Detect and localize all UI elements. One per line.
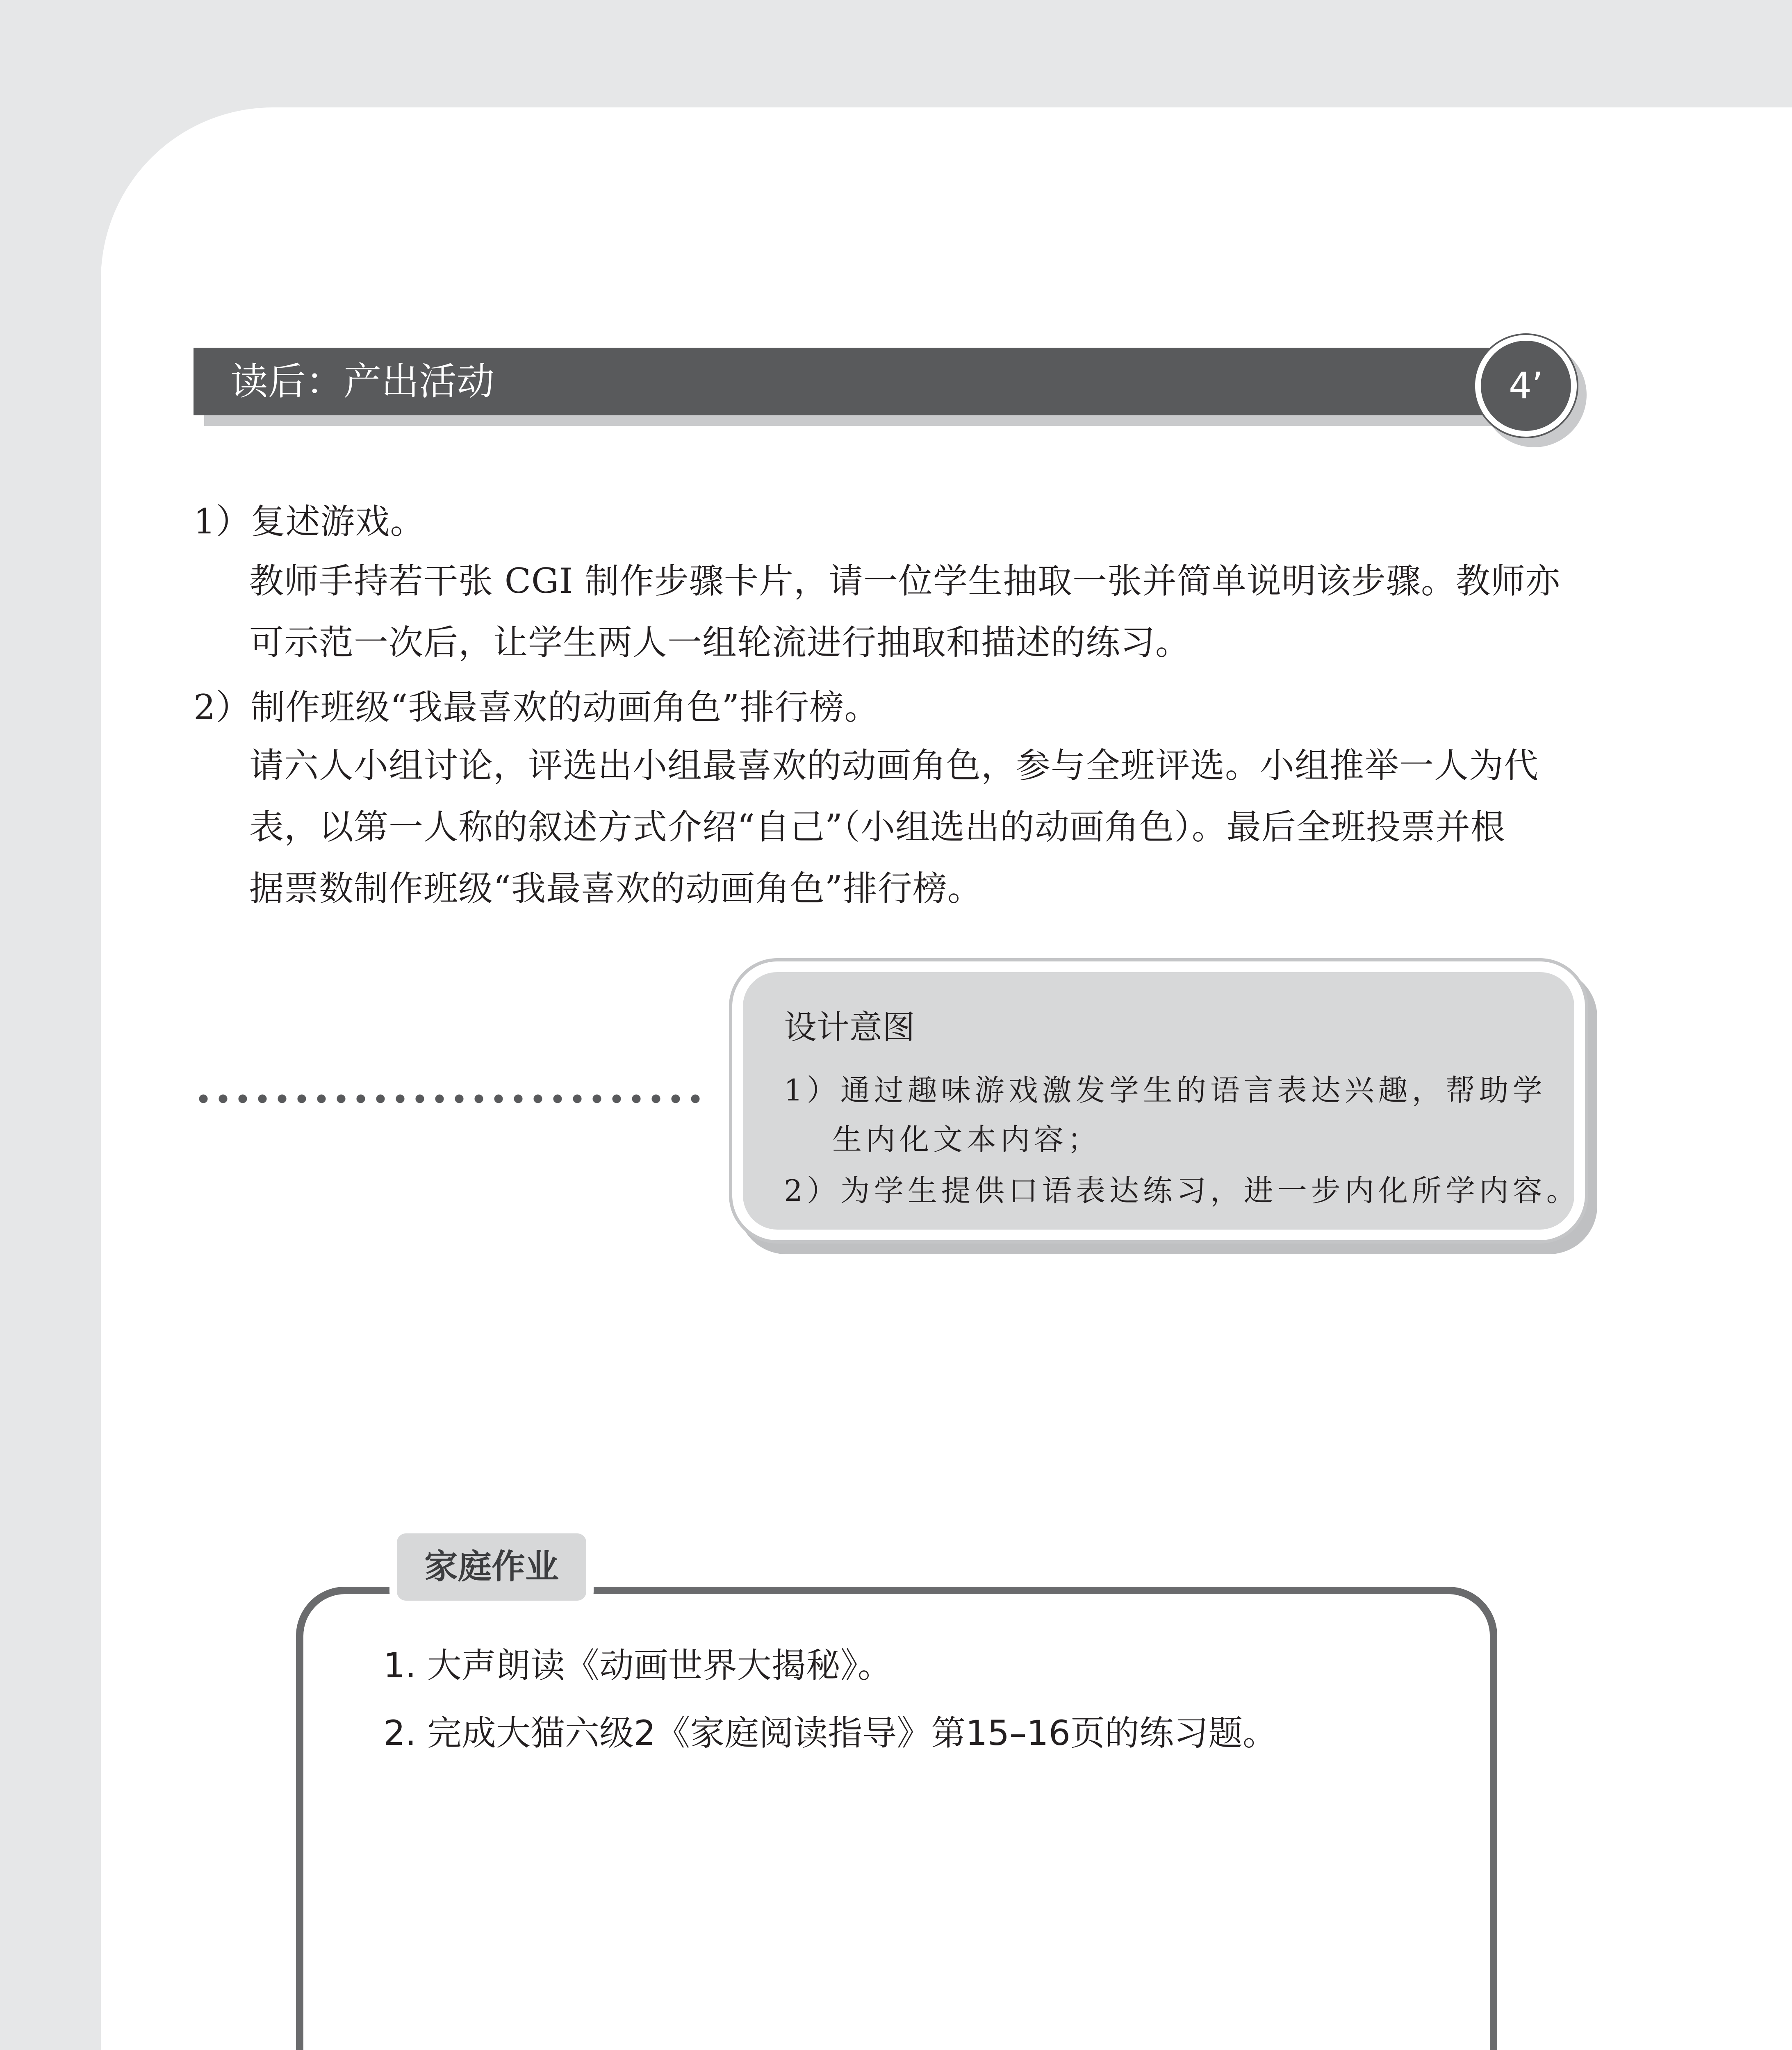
activity-line-6: 表，以第一人称的叙述方式介绍“自己”（小组选出的动画角色）。最后全班投票并根 [249,807,1505,847]
activity-line-2: 教师手持若干张 CGI 制作步骤卡片，请一位学生抽取一张并简单说明该步骤。教师亦 [249,561,1560,601]
activity-line-3: 可示范一次后，让学生两人一组轮流进行抽取和描述的练习。 [249,622,1191,663]
design-intent-title: 设计意图 [784,1008,915,1046]
activity-line-4: 2）制作班级“我最喜欢的动画角色”排行榜。 [194,687,879,727]
homework-item-2: 2. 完成大猫六级2《家庭阅读指导》第15–16页的练习题。 [383,1713,1277,1753]
design-intent-box [732,961,1585,1240]
activity-line-1: 1）复述游戏。 [194,501,425,542]
time-badge: 4’ [1475,335,1577,437]
design-intent-line-2: 生内化文本内容； [832,1122,1102,1157]
section-title: 读后：产出活动 [230,360,495,403]
homework-item-1: 1. 大声朗读《动画世界大揭秘》。 [383,1645,892,1686]
design-intent-line-1: 1）通过趣味游戏激发学生的语言表达兴趣，帮助学 [784,1073,1546,1107]
activity-line-5: 请六人小组讨论，评选出小组最喜欢的动画角色，参与全班评选。小组推举一人为代 [249,745,1539,786]
activity-line-7: 据票数制作班级“我最喜欢的动画角色”排行榜。 [249,868,982,909]
design-intent-line-3: 2）为学生提供口语表达练习，进一步内化所学内容。 [784,1173,1580,1208]
section-header-bar [194,348,1559,415]
homework-title: 家庭作业 [389,1526,594,1608]
dotted-connector [194,1091,706,1107]
